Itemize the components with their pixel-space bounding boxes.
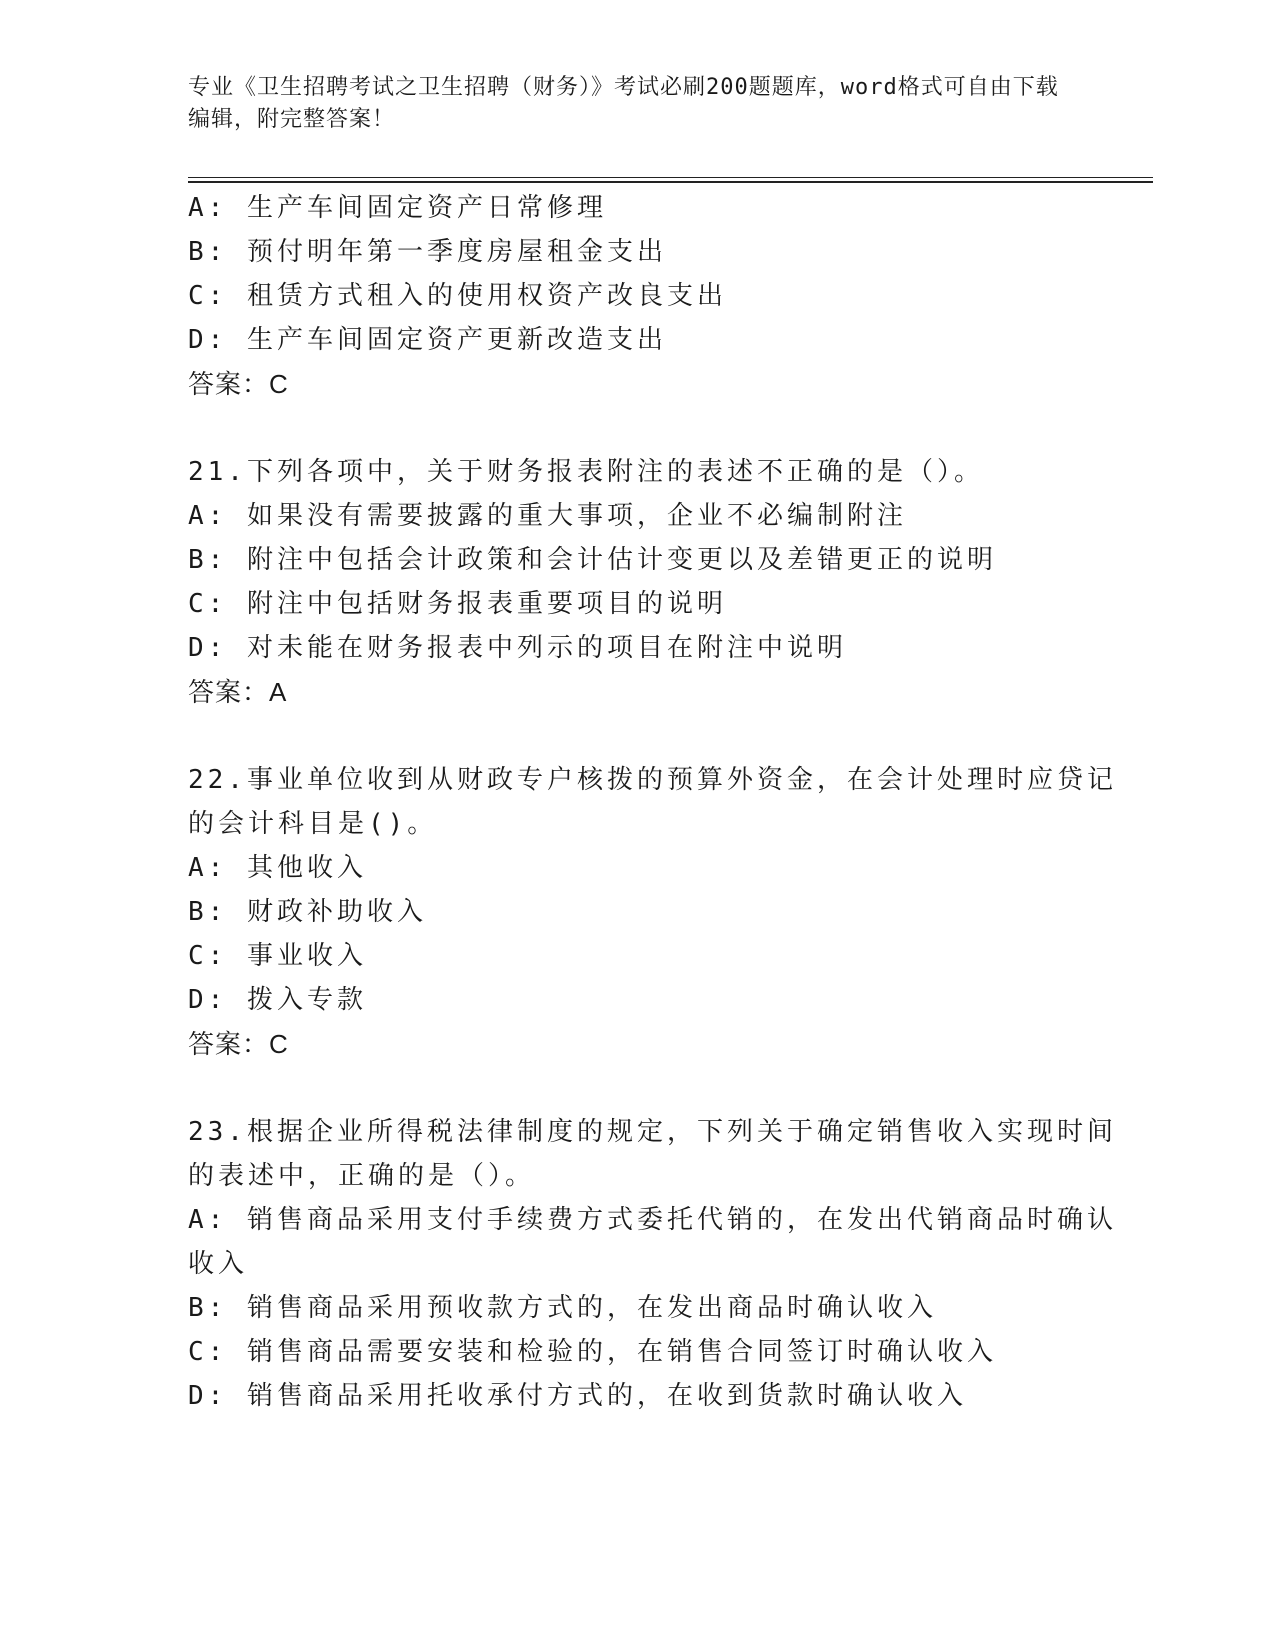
option-b: B: 财政补助收入: [188, 897, 427, 927]
option-d: D: 生产车间固定资产更新改造支出: [188, 325, 667, 355]
document-header: 专业《卫生招聘考试之卫生招聘（财务）》考试必刷200题题库，word格式可自由下载编辑，附完整答案！: [188, 75, 1059, 132]
option-b: B: 预付明年第一季度房屋租金支出: [188, 237, 667, 267]
answer: 答案：C: [188, 1029, 289, 1059]
option-a: A: 销售商品采用支付手续费方式委托代销的，在发出代销商品时确认: [188, 1205, 1117, 1235]
option-a-continued: 收入: [188, 1249, 249, 1279]
question-stem: 22.事业单位收到从财政专户核拨的预算外资金，在会计处理时应贷记: [188, 765, 1117, 795]
option-d: D: 拨入专款: [188, 985, 367, 1015]
option-b: B: 销售商品采用预收款方式的，在发出商品时确认收入: [188, 1293, 937, 1323]
option-d: D: 销售商品采用托收承付方式的，在收到货款时确认收入: [188, 1381, 967, 1411]
option-a: A: 其他收入: [188, 853, 367, 883]
option-c: C: 附注中包括财务报表重要项目的说明: [188, 589, 727, 619]
question-stem-continued: 的表述中，正确的是（）。: [188, 1161, 536, 1191]
option-a: A: 生产车间固定资产日常修理: [188, 193, 607, 223]
question-stem-continued: 的会计科目是()。: [188, 809, 438, 839]
answer: 答案：C: [188, 369, 289, 399]
option-a: A: 如果没有需要披露的重大事项，企业不必编制附注: [188, 501, 907, 531]
option-c: C: 销售商品需要安装和检验的，在销售合同签订时确认收入: [188, 1337, 997, 1367]
option-b: B: 附注中包括会计政策和会计估计变更以及差错更正的说明: [188, 545, 997, 575]
option-c: C: 事业收入: [188, 941, 367, 971]
option-d: D: 对未能在财务报表中列示的项目在附注中说明: [188, 633, 847, 663]
header-divider-bottom: [188, 181, 1153, 183]
option-c: C: 租赁方式租入的使用权资产改良支出: [188, 281, 727, 311]
question-stem: 23.根据企业所得税法律制度的规定，下列关于确定销售收入实现时间: [188, 1117, 1117, 1147]
answer: 答案：A: [188, 677, 288, 707]
header-divider-top: [188, 177, 1153, 178]
question-stem: 21.下列各项中，关于财务报表附注的表述不正确的是（）。: [188, 457, 984, 487]
